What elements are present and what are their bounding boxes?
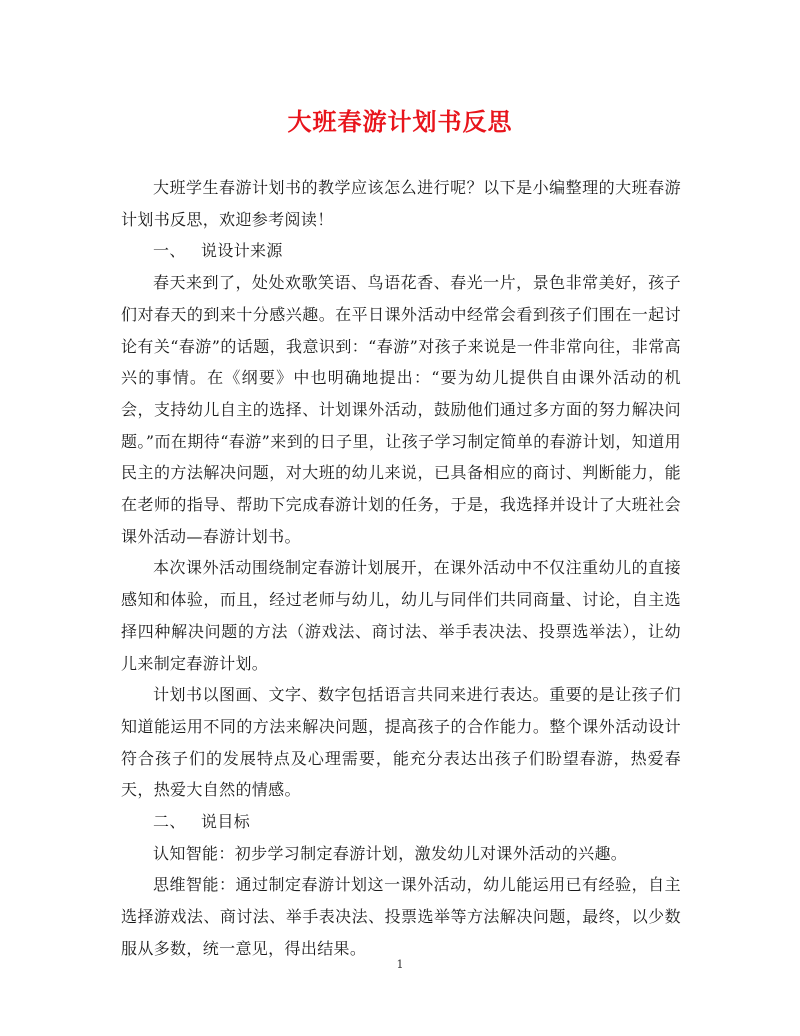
intro-paragraph: 大班学生春游计划书的教学应该怎么进行呢？以下是小编整理的大班春游计划书反思，欢迎参考阅读！ [121, 178, 681, 229]
body-paragraph: 计划书以图画、文字、数字包括语言共同来进行表达。重要的是让孩子们知道能运用不同的方法来解决问题，提高孩子的合作能力。整个课外活动设计符合孩子们的发展特点及心理需要，能充分表达出孩子们盼望春游，热爱春天，热爱大自然的情感。 [121, 685, 681, 800]
section-heading-2 [121, 806, 681, 838]
body-paragraph: 思维智能：通过制定春游计划这一课外活动，幼儿能运用已有经验，自主选择游戏法、商讨法、举手表决法、投票选举等方法解决问题，最终，以少数服从多数，统一意见，得出结果。 [121, 875, 681, 958]
section-heading-text-1: 说设计来源 [201, 241, 283, 261]
section-number-2: 二、 [153, 812, 186, 832]
document-body [121, 172, 681, 965]
section-number-1: 一、 [153, 241, 186, 261]
body-paragraph: 春天来到了，处处欢歌笑语、鸟语花香、春光一片，景色非常美好，孩子们对春天的到来十分感兴趣。在平日课外活动中经常会看到孩子们围在一起讨论有关“春游”的话题，我意识到：“春游”对孩子来说是一件非常向往，非常高兴的事情。在《纲要》中也明确地提出：“要为幼儿提供自由课外活动的机会，支持幼儿自主的选择、计划课外活动，鼓励他们通过多方面的努力解决问题。”而在期待“春游”来到的日子里，让孩子学习制定简单的春游计划，知道用民主的方法解决问题，对大班的幼儿来说，已具备相应的商讨、判断能力，能在老师的指导、帮助下完成春游计划的任务，于是，我选择并设计了大班社会课外活动—春游计划书。 [121, 273, 681, 546]
body-paragraph: 本次课外活动围绕制定春游计划展开，在课外活动中不仅注重幼儿的直接感知和体验，而且，经过老师与幼儿，幼儿与同伴们共同商量、讨论，自主选择四种解决问题的方法（游戏法、商讨法、举手表决法、投票选举法），让幼儿来制定春游计划。 [121, 558, 681, 673]
body-paragraph: 认知智能：初步学习制定春游计划，激发幼儿对课外活动的兴趣。 [153, 843, 628, 863]
section-heading-text-2: 说目标 [201, 812, 251, 832]
page-number: 1 [396, 958, 404, 971]
document-title: 大班春游计划书反思 [287, 107, 513, 136]
section-heading-1 [121, 235, 681, 267]
